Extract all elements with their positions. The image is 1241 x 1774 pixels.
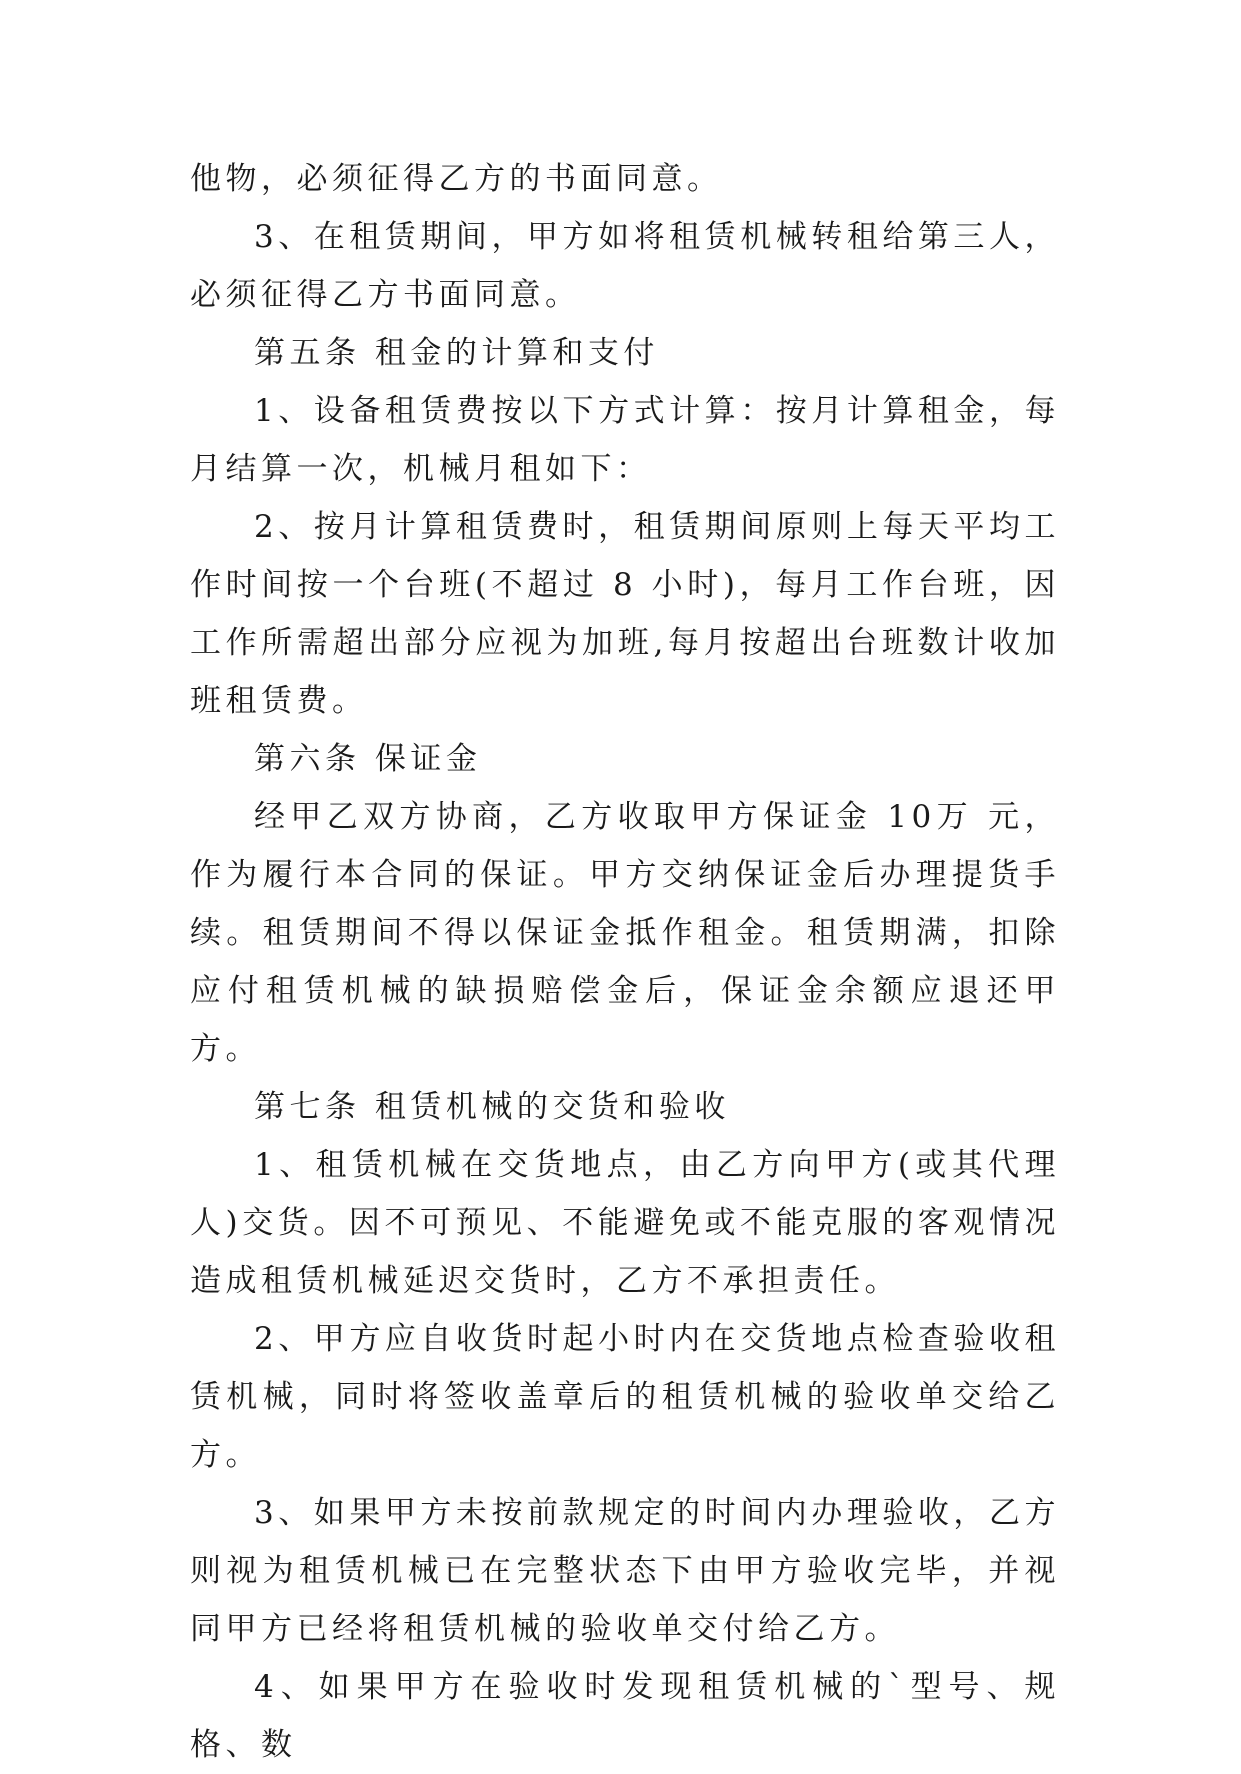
section-heading-5: 第五条 租金的计算和支付 [254, 335, 659, 371]
paragraph-9: 4、如果甲方在验收时发现租赁机械的`型号、规格、数 [190, 1669, 1060, 1763]
paragraph-2: 3、在租赁期间，甲方如将租赁机械转租给第三人，必须征得乙方书面同意。 [190, 219, 1060, 313]
paragraph-4: 2、按月计算租赁费时，租赁期间原则上每天平均工作时间按一个台班(不超过 8 小时)，每月工作台班，因工作所需超出部分应视为加班,每月按超出台班数计收加班租赁费。 [190, 509, 1060, 719]
paragraph-7: 2、甲方应自收货时起小时内在交货地点检查验收租赁机械，同时将签收盖章后的租赁机械的验收单交给乙方。 [190, 1321, 1060, 1473]
section-heading-7: 第七条 租赁机械的交货和验收 [254, 1089, 730, 1125]
paragraph-1: 他物，必须征得乙方的书面同意。 [190, 161, 723, 197]
section-heading-6: 第六条 保证金 [254, 741, 482, 777]
paragraph-6: 1、租赁机械在交货地点，由乙方向甲方(或其代理人)交货。因不可预见、不能避免或不能克服的客观情况造成租赁机械延迟交货时，乙方不承担责任。 [190, 1147, 1060, 1299]
document-page [190, 150, 1060, 1774]
paragraph-5: 经甲乙双方协商，乙方收取甲方保证金 10万 元，作为履行本合同的保证。甲方交纳保证金后办理提货手续。租赁期间不得以保证金抵作租金。租赁期满，扣除应付租赁机械的缺损赔偿金后，保证金余额应退还甲方。 [190, 799, 1060, 1067]
paragraph-3: 1、设备租赁费按以下方式计算：按月计算租金，每月结算一次，机械月租如下： [190, 393, 1060, 487]
paragraph-8: 3、如果甲方未按前款规定的时间内办理验收，乙方则视为租赁机械已在完整状态下由甲方验收完毕，并视同甲方已经将租赁机械的验收单交付给乙方。 [190, 1495, 1060, 1647]
